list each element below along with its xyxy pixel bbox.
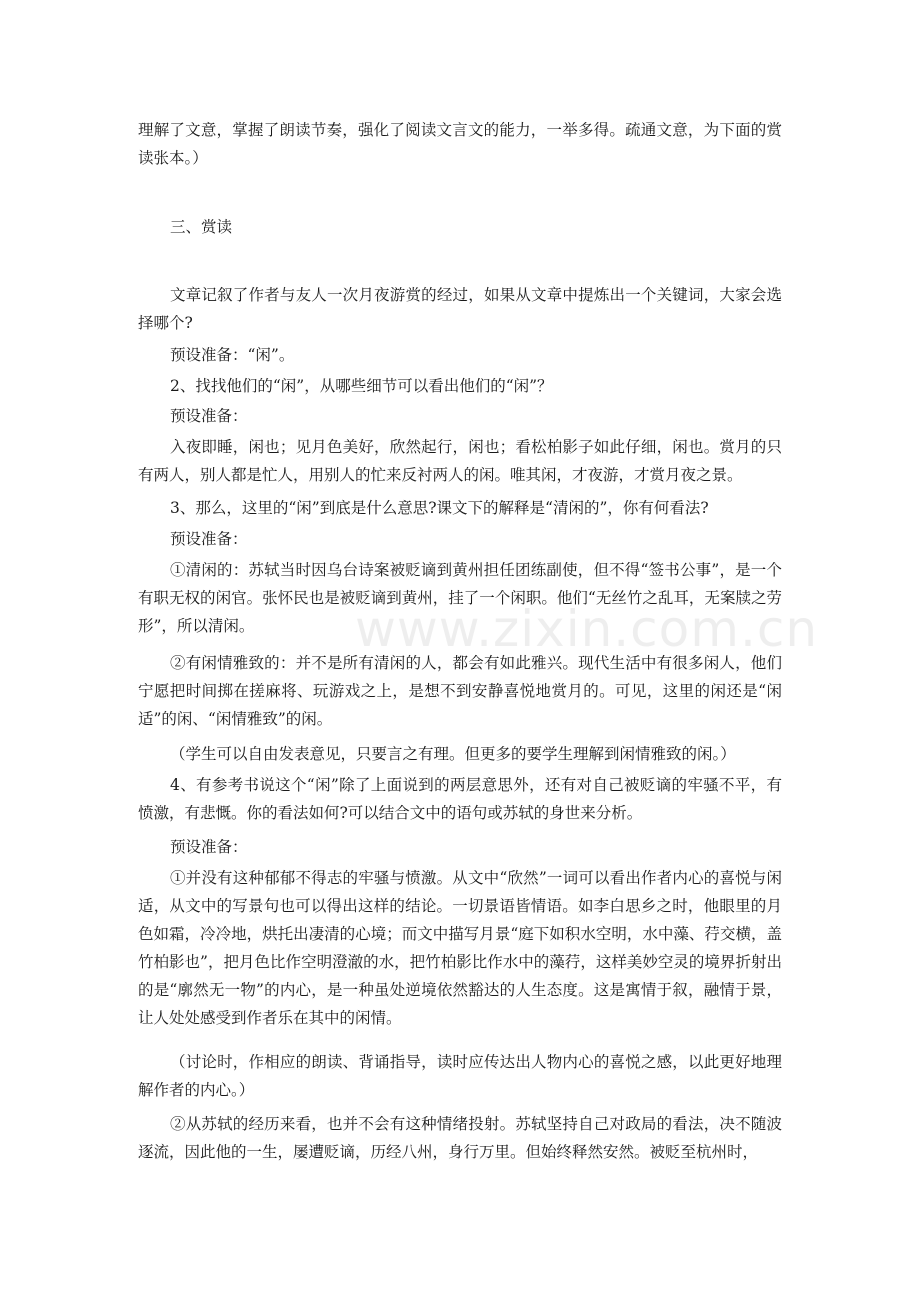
paragraph-answer: ①清闲的：苏轼当时因乌台诗案被贬谪到黄州担任团练副使，但不得“签书公事”，是一个有职无权的闲官。张怀民也是被贬谪到黄州，挂了一个闲职。他们“无丝竹之乱耳，无案牍之劳形”，所以清闲。 (138, 561, 782, 635)
paragraph-question-1: 文章记叙了作者与友人一次月夜游赏的经过，如果从文章中提炼出一个关键词，大家会选择哪个? (138, 286, 782, 332)
watermark: www.zixin.com.cn (355, 600, 819, 658)
paragraph-note: （学生可以自由发表意见，只要言之有理。但更多的要学生理解到闲情雅致的闲。） (170, 745, 736, 763)
paragraph-answer: ②有闲情雅致的：并不是所有清闲的人，都会有如此雅兴。现代生活中有很多闲人，他们宁愿把时间掷在搓麻将、玩游戏之上，是想不到安静喜悦地赏月的。可见，这里的闲还是“闲适”的闲、“闲情雅致”的闲。 (138, 654, 782, 728)
paragraph-question-4: 4、有参考书说这个“闲”除了上面说到的两层意思外，还有对自己被贬谪的牢骚不平，有愤激，有悲慨。你的看法如何?可以结合文中的语句或苏轼的身世来分析。 (138, 776, 782, 822)
paragraph-answer: 入夜即睡，闲也；见月色美好，欣然起行，闲也；看松柏影子如此仔细，闲也。赏月的只有两人，别人都是忙人，用别人的忙来反衬两人的闲。唯其闲，才夜游，才赏月夜之景。 (138, 438, 782, 484)
paragraph-continuation: 理解了文意，掌握了朗读节奏，强化了阅读文言文的能力，一举多得。疏通文意，为下面的赏读张本。） (138, 121, 782, 167)
paragraph-answer-label: 预设准备： (170, 530, 248, 548)
paragraph-answer-label: 预设准备： (170, 838, 248, 856)
paragraph-question-2: 2、找找他们的“闲”，从哪些细节可以看出他们的“闲”？ (170, 377, 553, 395)
paragraph-answer-label: 预设准备：“闲”。 (170, 346, 295, 364)
section-heading: 三、赏读 (170, 218, 233, 236)
paragraph-question-3: 3、那么，这里的“闲”到底是什么意思?课文下的解释是“清闲的”，你有何看法? (170, 499, 709, 517)
paragraph-answer: ①并没有这种郁郁不得志的牢骚与愤激。从文中“欣然”一词可以看出作者内心的喜悦与闲适，从文中的写景句也可以得出这样的结论。一切景语皆情语。如李白思乡之时，他眼里的月色如霜，冷冷地，烘托出凄清的心境；而文中描写月景“庭下如积水空明，水中藻、荇交横，盖竹柏影也”，把月色比作空明澄澈的水，把竹柏影比作水中的藻荇，这样美妙空灵的境界折射出的是“廓然无一物”的内心，是一种虽处逆境依然豁达的人生态度。这是寓情于叙，融情于景，让人处处感受到作者乐在其中的闲情。 (138, 869, 782, 1027)
paragraph-answer-label: 预设准备： (170, 407, 248, 425)
paragraph-answer: ②从苏轼的经历来看，也并不会有这种情绪投射。苏轼坚持自己对政局的看法，决不随波逐流，因此他的一生，屡遭贬谪，历经八州，身行万里。但始终释然安然。被贬至杭州时， (138, 1115, 782, 1161)
paragraph-note: （讨论时，作相应的朗读、背诵指导，读时应传达出人物内心的喜悦之感，以此更好地理解作者的内心。） (138, 1053, 782, 1099)
